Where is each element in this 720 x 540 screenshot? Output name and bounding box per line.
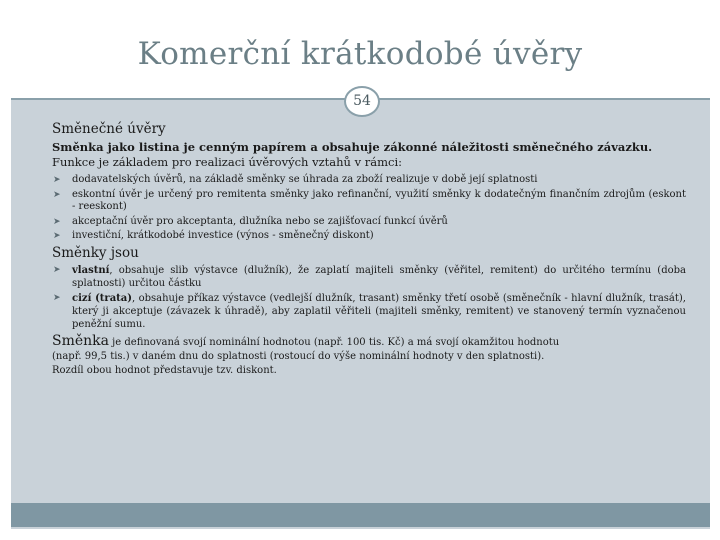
arrow-bullet-icon: ➤ <box>53 216 61 227</box>
list-item: ➤ investiční, krátkodobé investice (výnos - směnečný diskont) <box>53 230 374 241</box>
closing-line-3: Rozdíl obou hodnot představuje tzv. diskont. <box>52 364 277 376</box>
list-item: ➤ eskontní úvěr je určený pro remitenta směnky jako refinanční, využití směnky k dodatečným finančním zdrojům (eskont - reeskont) <box>53 188 686 212</box>
slide-title: Komerční krátkodobé úvěry <box>137 36 583 72</box>
page-number-badge: 54 <box>344 86 380 117</box>
uvery-list <box>52 174 686 243</box>
arrow-bullet-icon: ➤ <box>53 264 61 275</box>
intro-bold: Směnka jako listina je cenným papírem a obsahuje zákonné náležitosti směnečného závazku. <box>52 140 653 154</box>
arrow-bullet-icon: ➤ <box>53 189 61 200</box>
section-heading-smenky-jsou: Směnky jsou <box>52 244 139 261</box>
arrow-bullet-icon: ➤ <box>53 175 61 185</box>
list-item: ➤ vlastní, obsahuje slib výstavce (dlužník), že zaplatí majiteli směnky (věřitel, remitent) do určitého termínu (doba splatnosti) určitou částku <box>53 264 686 289</box>
section-heading-smenecne-uvery: Směnečné úvěry <box>52 121 166 137</box>
closing-line-1: Směnka je definovaná svojí nominální hodnotou (např. 100 tis. Kč) a má svojí okamžitou hodnotu <box>52 332 560 349</box>
smenky-list <box>52 264 686 331</box>
closing-line-2: (např. 99,5 tis.) v daném dnu do splatnosti (rostoucí do výše nominální hodnoty v den splatnosti). <box>52 350 545 362</box>
intro-rest: Funkce je základem pro realizaci úvěrových vztahů v rámci: <box>52 155 403 169</box>
arrow-bullet-icon: ➤ <box>53 292 61 303</box>
smenka-word: Směnka <box>52 332 109 349</box>
slide-body <box>52 122 686 378</box>
intro-paragraph <box>52 140 686 170</box>
list-item: ➤ cizí (trata), obsahuje příkaz výstavce (vedlejší dlužník, trasant) směnky třetí osobě (směnečník - hlavní dlužník, trasát), který ji akceptuje (závazek k úhradě), aby zaplatil věřiteli (majiteli směnky, remitent) ve stanovený termín vyznačenou peněžní sumu. <box>53 292 686 330</box>
bottom-bar <box>11 503 710 527</box>
list-item: ➤ dodavatelských úvěrů, na základě směnky se úhrada za zboží realizuje v době její splatnosti <box>53 174 538 185</box>
arrow-bullet-icon: ➤ <box>53 231 61 241</box>
list-item: ➤ akceptační úvěr pro akceptanta, dlužníka nebo se zajišťovací funkcí úvěrů <box>53 215 448 227</box>
